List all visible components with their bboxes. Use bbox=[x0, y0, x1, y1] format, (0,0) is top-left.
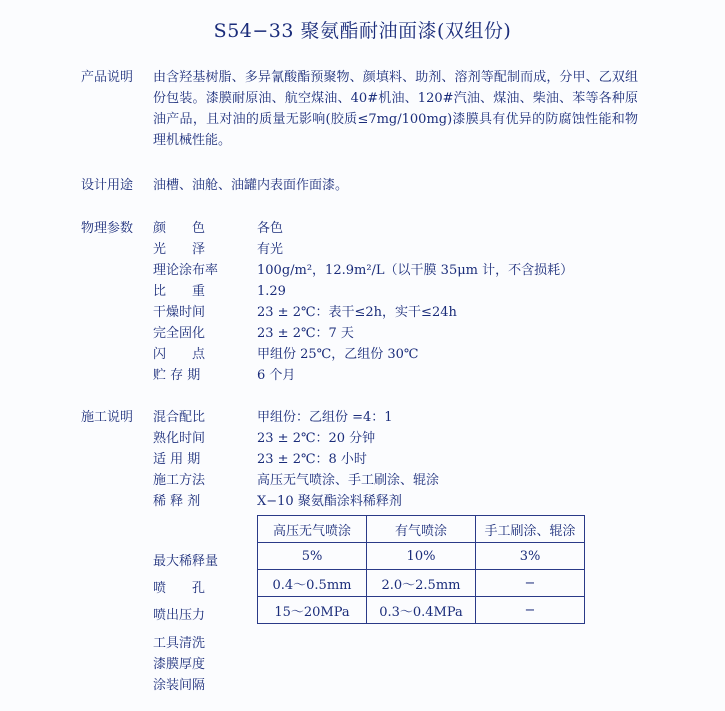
table-cell: 0.4～0.5mm bbox=[258, 570, 367, 597]
table-row-label: 最大稀释量 bbox=[153, 554, 219, 569]
table-cell: 15～20MPa bbox=[258, 597, 367, 624]
physical-value-0: 各色 bbox=[257, 221, 284, 236]
product-desc-label: 产品说明 bbox=[81, 70, 134, 85]
physical-value-2: 100g/m²，12.9m²/L（以干膜 35μm 计，不含损耗） bbox=[257, 263, 574, 278]
table-row-label: 喷出压力 bbox=[153, 608, 206, 623]
physical-value-4: 23 ± 2℃：表干≤2h，实干≤24h bbox=[257, 305, 457, 320]
table-cell: 2.0～2.5mm bbox=[367, 570, 476, 597]
physical-name-7: 贮 存 期 bbox=[153, 368, 201, 383]
application-value-0: 甲组份：乙组份 =4：1 bbox=[257, 410, 393, 425]
table-header-cell: 手工刷涂、辊涂 bbox=[476, 516, 585, 543]
physical-name-3: 比 重 bbox=[153, 284, 206, 299]
application-value-4: X−10 聚氨酯涂料稀释剂 bbox=[257, 494, 402, 509]
table-cell: 0.3～0.4MPa bbox=[367, 597, 476, 624]
film-thickness-label: 漆膜厚度 bbox=[153, 657, 206, 672]
recoat-interval-label: 涂装间隔 bbox=[153, 678, 206, 693]
table-cell: − bbox=[476, 570, 585, 597]
table-row-label: 喷 孔 bbox=[153, 581, 206, 596]
physical-name-1: 光 泽 bbox=[153, 242, 206, 257]
application-label: 施工说明 bbox=[81, 410, 134, 425]
design-use-text: 油槽、油舱、油罐内表面作面漆。 bbox=[153, 178, 349, 193]
physical-value-7: 6 个月 bbox=[257, 368, 296, 383]
design-use-label: 设计用途 bbox=[81, 178, 134, 193]
table-header-row bbox=[258, 516, 585, 543]
physical-value-5: 23 ± 2℃：7 天 bbox=[257, 326, 354, 341]
physical-value-3: 1.29 bbox=[257, 284, 286, 299]
physical-label: 物理参数 bbox=[81, 221, 134, 236]
table-cell: 3% bbox=[476, 543, 585, 570]
table-cell: − bbox=[476, 597, 585, 624]
physical-name-4: 干燥时间 bbox=[153, 305, 206, 320]
tool-cleaning-label: 工具清洗 bbox=[153, 636, 206, 651]
application-name-3: 施工方法 bbox=[153, 473, 206, 488]
application-value-2: 23 ± 2℃：8 小时 bbox=[257, 452, 367, 467]
table-row bbox=[258, 570, 585, 597]
application-name-1: 熟化时间 bbox=[153, 431, 206, 446]
table-header-cell: 高压无气喷涂 bbox=[258, 516, 367, 543]
application-name-2: 适 用 期 bbox=[153, 452, 201, 467]
document-title: S54−33 聚氨酯耐油面漆(双组份) bbox=[213, 20, 512, 42]
physical-name-2: 理论涂布率 bbox=[153, 263, 219, 278]
table-header-cell: 有气喷涂 bbox=[367, 516, 476, 543]
table-row bbox=[258, 543, 585, 570]
table-cell: 5% bbox=[258, 543, 367, 570]
physical-value-6: 甲组份 25℃，乙组份 30℃ bbox=[257, 347, 419, 362]
application-value-3: 高压无气喷涂、手工刷涂、辊涂 bbox=[257, 473, 440, 488]
product-desc-text: 由含羟基树脂、多异氰酸酯预聚物、颜填料、助剂、溶剂等配制而成，分甲、乙双组份包装。漆膜耐原油、航空煤油、40#机油、120#汽油、煤油、柴油、苯等各种原油产品，且对油的质量无影响(胶质≤7mg/100mg)漆膜具有优异的防腐蚀性能和物理机械性能。 bbox=[153, 70, 638, 148]
physical-name-0: 颜 色 bbox=[153, 221, 206, 236]
physical-name-5: 完全固化 bbox=[153, 326, 206, 341]
physical-value-1: 有光 bbox=[257, 242, 284, 257]
dilution-table bbox=[257, 515, 585, 624]
application-name-4: 稀 释 剂 bbox=[153, 494, 201, 509]
application-name-0: 混合配比 bbox=[153, 410, 206, 425]
physical-name-6: 闪 点 bbox=[153, 347, 206, 362]
table-cell: 10% bbox=[367, 543, 476, 570]
application-value-1: 23 ± 2℃：20 分钟 bbox=[257, 431, 376, 446]
table-row bbox=[258, 597, 585, 624]
